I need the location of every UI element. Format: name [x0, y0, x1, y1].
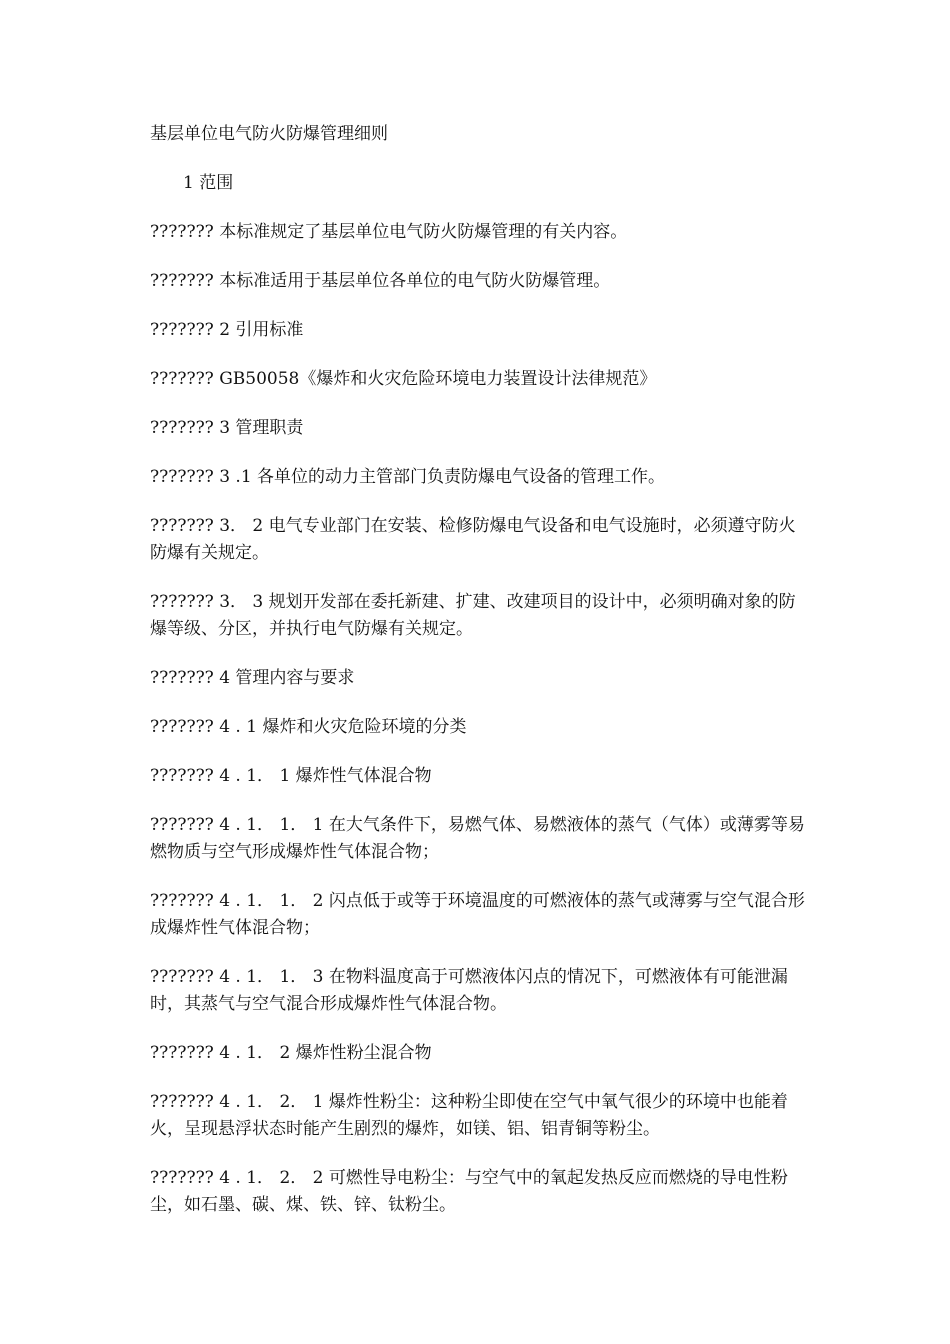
paragraph: ??????? 4 . 1 爆炸和火灾危险环境的分类 — [150, 717, 467, 737]
paragraph: ??????? 4 . 1． 2 爆炸性粉尘混合物 — [150, 1043, 432, 1063]
paragraph: ??????? 4 . 1． 1． 3 在物料温度高于可燃液体闪点的情况下，可燃液体有可能泄漏时，其蒸气与空气混合形成爆炸性气体混合物。 — [150, 967, 788, 1014]
paragraph: ??????? 2 引用标准 — [150, 320, 304, 340]
paragraph: ??????? GB50058《爆炸和火灾危险环境电力装置设计法律规范》 — [150, 369, 657, 389]
paragraph: ??????? 4 . 1． 2． 2 可燃性导电粉尘：与空气中的氧起发热反应而燃烧的导电性粉尘，如石墨、碳、煤、铁、锌、钛粉尘。 — [150, 1168, 788, 1215]
paragraph: 1 范围 — [183, 173, 234, 193]
paragraph: ??????? 3． 3 规划开发部在委托新建、扩建、改建项目的设计中，必须明确对象的防爆等级、分区，并执行电气防爆有关规定。 — [150, 592, 796, 639]
paragraph: ??????? 3 .1 各单位的动力主管部门负责防爆电气设备的管理工作。 — [150, 467, 666, 487]
paragraph: ??????? 本标准适用于基层单位各单位的电气防火防爆管理。 — [150, 271, 611, 291]
paragraph: ??????? 3 管理职责 — [150, 418, 304, 438]
paragraph: ??????? 4 . 1． 2． 1 爆炸性粉尘：这种粉尘即使在空气中氧气很少的环境中也能着火，呈现悬浮状态时能产生剧烈的爆炸，如镁、铝、铝青铜等粉尘。 — [150, 1092, 788, 1139]
paragraph: ??????? 4 . 1． 1． 1 在大气条件下，易燃气体、易燃液体的蒸气（气体）或薄雾等易燃物质与空气形成爆炸性气体混合物； — [150, 815, 805, 862]
paragraph: ??????? 4 . 1． 1 爆炸性气体混合物 — [150, 766, 432, 786]
paragraph: ??????? 4 . 1． 1． 2 闪点低于或等于环境温度的可燃液体的蒸气或薄雾与空气混合形成爆炸性气体混合物； — [150, 891, 805, 938]
document-title: 基层单位电气防火防爆管理细则 — [150, 124, 388, 144]
paragraph: ??????? 3． 2 电气专业部门在安装、检修防爆电气设备和电气设施时，必须遵守防火防爆有关规定。 — [150, 516, 796, 563]
paragraph: ??????? 4 管理内容与要求 — [150, 668, 355, 688]
paragraph: ??????? 本标准规定了基层单位电气防火防爆管理的有关内容。 — [150, 222, 628, 242]
document-body — [150, 121, 806, 1241]
